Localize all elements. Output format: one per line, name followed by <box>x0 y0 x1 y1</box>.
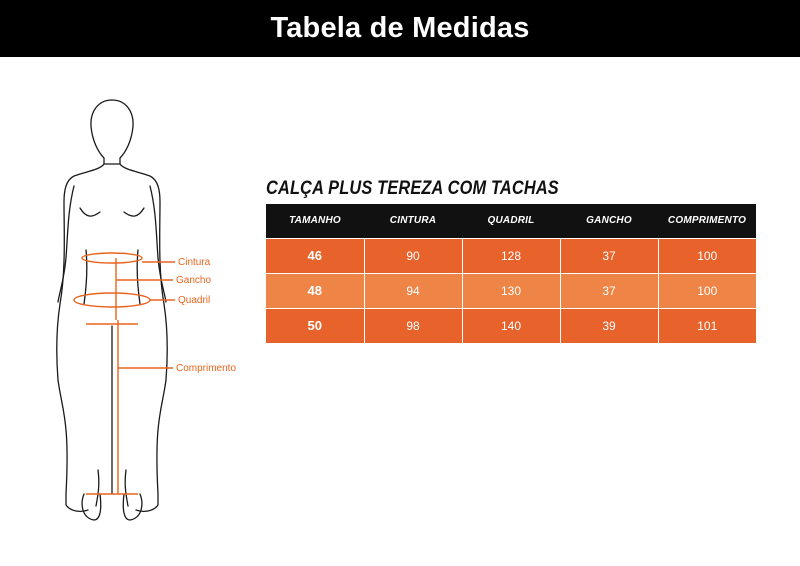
product-title: CALÇA PLUS TEREZA COM TACHAS <box>266 178 559 199</box>
column-header-cintura: CINTURA <box>364 204 462 238</box>
page-title: Tabela de Medidas <box>270 12 530 44</box>
table-row <box>266 273 756 308</box>
cell-quadril: 140 <box>462 308 560 343</box>
cell-tamanho: 46 <box>266 238 364 273</box>
body-measurement-figure <box>40 90 270 540</box>
column-header-gancho: GANCHO <box>560 204 658 238</box>
body-silhouette-illustration <box>40 90 270 540</box>
cell-cintura: 94 <box>364 273 462 308</box>
page-title-bar <box>0 0 800 57</box>
cell-comprimento: 101 <box>658 308 756 343</box>
cell-quadril: 128 <box>462 238 560 273</box>
cell-quadril: 130 <box>462 273 560 308</box>
table-row <box>266 308 756 343</box>
column-header-tamanho: TAMANHO <box>266 204 364 238</box>
cell-cintura: 98 <box>364 308 462 343</box>
label-gancho: Gancho <box>176 275 212 286</box>
cell-tamanho: 50 <box>266 308 364 343</box>
label-comprimento: Comprimento <box>176 363 237 374</box>
cell-gancho: 37 <box>560 273 658 308</box>
cell-comprimento: 100 <box>658 273 756 308</box>
column-header-comprimento: COMPRIMENTO <box>658 204 756 238</box>
cell-tamanho: 48 <box>266 273 364 308</box>
label-quadril: Quadril <box>178 295 211 306</box>
cell-comprimento: 100 <box>658 238 756 273</box>
label-cintura: Cintura <box>178 257 211 268</box>
size-table <box>266 204 756 343</box>
column-header-quadril: QUADRIL <box>462 204 560 238</box>
cell-cintura: 90 <box>364 238 462 273</box>
cell-gancho: 37 <box>560 238 658 273</box>
table-header-row <box>266 204 756 238</box>
table-row <box>266 238 756 273</box>
cell-gancho: 39 <box>560 308 658 343</box>
